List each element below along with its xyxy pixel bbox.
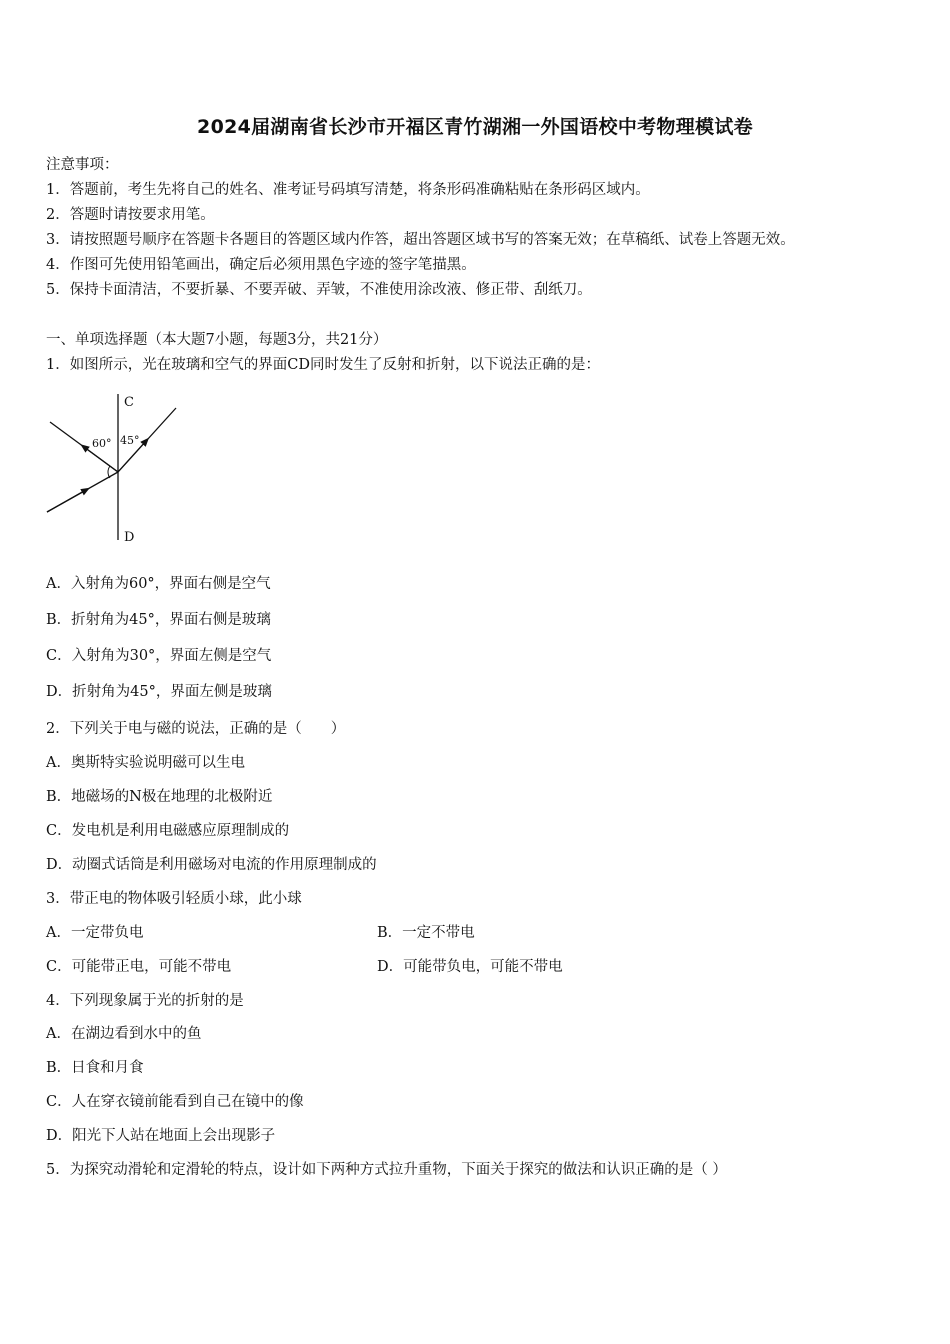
q3-option-c: C．可能带正电，可能不带电 [46, 959, 232, 975]
q3-option-a: A．一定带负电 [46, 925, 144, 941]
label-c: C [124, 395, 134, 410]
angle-label-45: 45° [120, 434, 140, 447]
q3-option-d: D．可能带负电，可能不带电 [377, 959, 563, 975]
q4-option-c: C．人在穿衣镜前能看到自己在镜中的像 [46, 1094, 304, 1110]
notice-item: 1．答题前，考生先将自己的姓名、准考证号码填写清楚，将条形码准确粘贴在条形码区域内。 [46, 182, 650, 198]
refraction-diagram [40, 392, 190, 552]
notice-item: 3．请按照题号顺序在答题卡各题目的答题区域内作答，超出答题区域书写的答案无效；在草稿纸、试卷上答题无效。 [46, 232, 795, 248]
q2-option-d: D．动圈式话筒是利用磁场对电流的作用原理制成的 [46, 857, 377, 873]
q2-option-c: C．发电机是利用电磁感应原理制成的 [46, 823, 290, 839]
q2-option-a: A．奥斯特实验说明磁可以生电 [46, 755, 245, 771]
notice-item: 5．保持卡面清洁，不要折暴、不要弄破、弄皱，不准使用涂改液、修正带、刮纸刀。 [46, 282, 592, 298]
question-3-stem: 3．带正电的物体吸引轻质小球，此小球 [46, 891, 302, 907]
q1-option-b: B．折射角为45°，界面右侧是玻璃 [46, 612, 271, 628]
question-1-stem: 1．如图所示，光在玻璃和空气的界面CD同时发生了反射和折射，以下说法正确的是： [46, 357, 600, 373]
notice-item: 4．作图可先使用铅笔画出，确定后必须用黑色字迹的签字笔描黑。 [46, 257, 476, 273]
reflected-ray-arrow [84, 447, 118, 472]
label-d: D [124, 530, 135, 545]
page-title: 2024届湖南省长沙市开福区青竹湖湘一外国语校中考物理模试卷 [197, 116, 753, 138]
incident-ray-arrow [47, 490, 86, 512]
question-2-stem: 2．下列关于电与磁的说法，正确的是（ ） [46, 721, 346, 737]
question-4-stem: 4．下列现象属于光的折射的是 [46, 993, 244, 1009]
q1-option-a: A．入射角为60°，界面右侧是空气 [46, 576, 271, 592]
notice-item: 2．答题时请按要求用笔。 [46, 207, 215, 223]
q1-option-c: C．入射角为30°，界面左侧是空气 [46, 648, 272, 664]
section-heading: 一、单项选择题（本大题7小题，每题3分，共21分） [46, 332, 388, 348]
angle-label-60: 60° [92, 437, 112, 450]
q4-option-a: A．在湖边看到水中的鱼 [46, 1026, 202, 1042]
q3-option-b: B．一定不带电 [377, 925, 475, 941]
question-5-stem: 5．为探究动滑轮和定滑轮的特点，设计如下两种方式拉升重物，下面关于探究的做法和认识正确的是（ ） [46, 1162, 727, 1178]
q4-option-d: D．阳光下人站在地面上会出现影子 [46, 1128, 276, 1144]
q1-option-d: D．折射角为45°，界面左侧是玻璃 [46, 684, 272, 700]
notice-heading: 注意事项： [46, 157, 119, 173]
q4-option-b: B．日食和月食 [46, 1060, 144, 1076]
q2-option-b: B．地磁场的N极在地理的北极附近 [46, 789, 273, 805]
